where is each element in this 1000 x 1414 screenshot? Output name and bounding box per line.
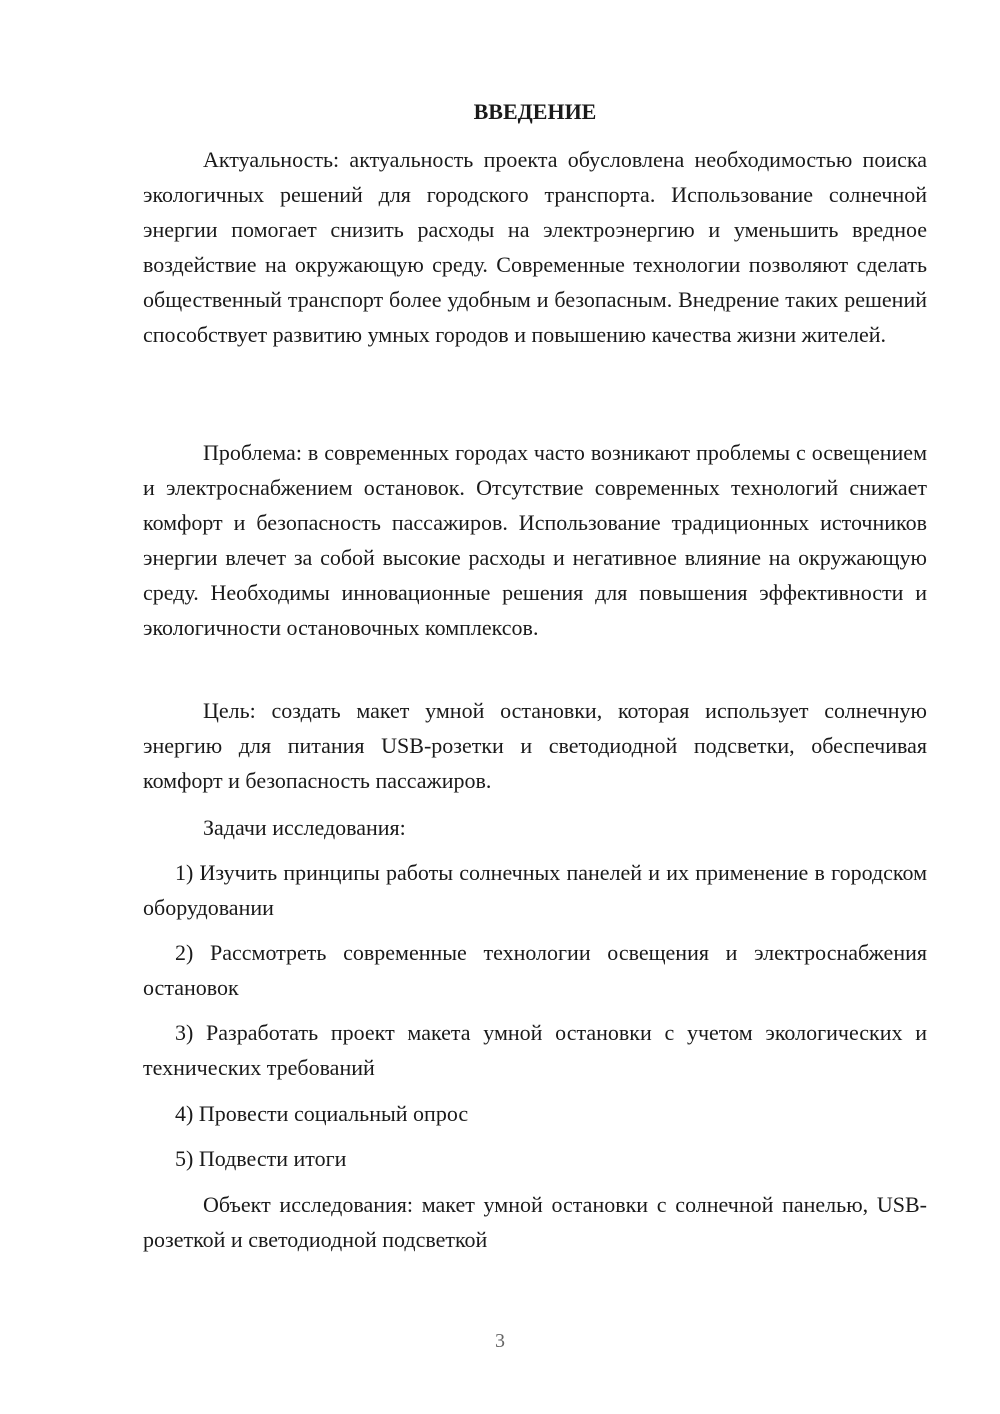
task-item-4: 4) Провести социальный опрос — [175, 1101, 469, 1126]
paragraph-relevance: Актуальность: актуальность проекта обусловлена необходимостью поиска экологичных решений для городского транспорта. Использование солнечной энергии помогает снизить расходы на электроэнергию и уменьшить вредное воздействие на окружающую среду. Современные технологии позволяют сделать общественный транспорт более удобным и безопасным. Внедрение таких решений способствует развитию умных городов и повышению качества жизни жителей. — [143, 147, 927, 347]
paragraph-goal: Цель: создать макет умной остановки, которая использует солнечную энергию для питания USB-розетки и светодиодной подсветки, обеспечивая комфорт и безопасность пассажиров. — [143, 698, 927, 793]
task-item-1: 1) Изучить принципы работы солнечных панелей и их применение в городском оборудовании — [143, 860, 927, 920]
task-item-2: 2) Рассмотреть современные технологии освещения и электроснабжения остановок — [143, 940, 927, 1000]
paragraph-object: Объект исследования: макет умной остановки с солнечной панелью, USB-розеткой и светодиодной подсветкой — [143, 1192, 927, 1252]
paragraph-problem: Проблема: в современных городах часто возникают проблемы с освещением и электроснабжением остановок. Отсутствие современных технологий снижает комфорт и безопасность пассажиров. Использование традиционных источников энергии влечет за собой высокие расходы и негативное влияние на окружающую среду. Необходимы инновационные решения для повышения эффективности и экологичности остановочных комплексов. — [143, 440, 927, 640]
page-number: 3 — [495, 1330, 505, 1352]
section-title: ВВЕДЕНИЕ — [473, 99, 597, 124]
task-item-5: 5) Подвести итоги — [175, 1146, 347, 1171]
task-item-3: 3) Разработать проект макета умной остановки с учетом экологических и технических требований — [143, 1020, 927, 1080]
tasks-heading: Задачи исследования: — [203, 815, 406, 840]
